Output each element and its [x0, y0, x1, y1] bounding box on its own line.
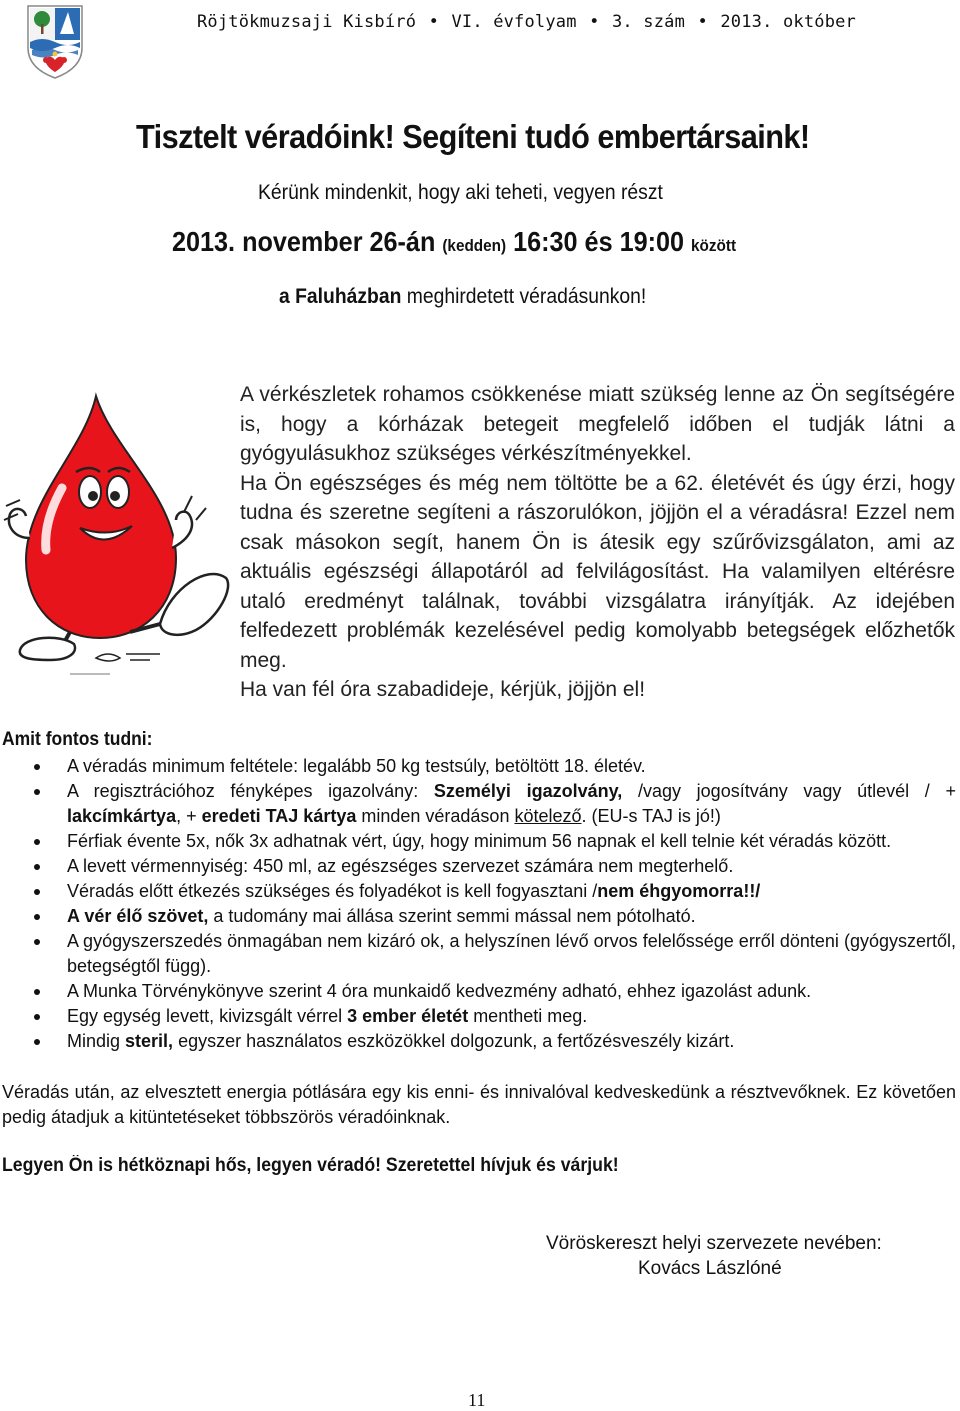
village-crest-logo	[24, 2, 86, 80]
signature-name: Kovács Lászlóné	[638, 1258, 782, 1279]
intro-text	[240, 380, 955, 705]
event-time: 16:30 és 19:00	[513, 226, 685, 257]
list-item: Egy egység levett, kivizsgált vérrel 3 ember életét mentheti meg.	[0, 1004, 956, 1029]
event-place-name: a Faluházban	[279, 285, 402, 308]
after-donation-text: Véradás után, az elvesztett energia pótlására egy kis enni- és innivalóval kedveskedünk a résztvevőknek. Ez követően pedig átadjuk a kitüntetéseket többszörös véradóinknak.	[2, 1082, 956, 1127]
separator-dot: •	[428, 12, 440, 32]
facts-list	[0, 754, 956, 1054]
signature-organization: Vöröskereszt helyi szervezete nevében:	[546, 1233, 882, 1254]
facts-heading: Amit fontos tudni:	[2, 729, 153, 750]
intro-paragraph: Ha Ön egészséges és még nem töltötte be a 62. életévét és úgy érzi, hogy tudna és szeretne segíteni a rászorulókon, jöjjön el a véradásra! Ezzel nem csak másokon segít, hanem Ön is átesik egy szűrővizsgálaton, ami az aktuális egészségi állapotáról ad felvilágosítást. Ha valamilyen eltérésre utaló eredményt találnak, további vizsgálatra irányítják. Az idejében felfedezett problémák kezelésével pedig komolyabb betegségek előzhetők meg.	[240, 471, 955, 672]
blood-drop-mascot-illustration	[0, 388, 236, 680]
publication-name: Röjtökmuzsaji Kisbíró	[197, 12, 417, 32]
list-item: A vér élő szövet, a tudomány mai állása szerint semmi mással nem pótolható.	[0, 904, 956, 929]
intro-paragraph: Ha van fél óra szabadideje, kérjük, jöjjön el!	[240, 678, 646, 701]
event-place-rest: meghirdetett véradásunkon!	[401, 285, 647, 308]
event-dateline	[172, 226, 736, 258]
list-item: A levett vérmennyiség: 450 ml, az egészséges szervezet számára nem megterhelő.	[0, 854, 956, 879]
invite-line: Kérünk mindenkit, hogy aki teheti, vegyen részt	[258, 181, 663, 204]
page-title: Tisztelt véradóink! Segíteni tudó embertársaink!	[136, 118, 810, 155]
running-header	[197, 12, 856, 32]
list-item: A véradás minimum feltétele: legalább 50 kg testsúly, betöltött 18. életév.	[0, 754, 956, 779]
event-between: között	[691, 236, 737, 255]
issue: 3. szám	[611, 12, 686, 32]
intro-paragraph: A vérkészletek rohamos csökkenése miatt szükség lenne az Ön segítségére is, hogy a kórházak betegeit megfelelő időben el tudják látni a gyógyulásukhoz szükséges vérkészítményekkel.	[240, 383, 955, 465]
page-number: 11	[468, 1390, 486, 1410]
event-date: 2013. november 26-án	[172, 226, 436, 257]
list-item: Mindig steril, egyszer használatos eszközökkel dolgozunk, a fertőzésveszély kizárt.	[0, 1029, 956, 1054]
event-weekday: (kedden)	[442, 236, 507, 255]
list-item: Férfiak évente 5x, nők 3x adhatnak vért, úgy, hogy minimum 56 napnak el kell telnie két véradás között.	[0, 829, 956, 854]
list-item: A Munka Törvénykönyve szerint 4 óra munkaidő kedvezmény adható, ehhez igazolást adunk.	[0, 979, 956, 1004]
issue-date: 2013. október	[720, 12, 856, 32]
list-item: A regisztrációhoz fényképes igazolvány: Személyi igazolvány, /vagy jogosítvány vagy útlevél / + lakcímkártya, + eredeti TAJ kártya minden véradáson kötelező. (EU-s TAJ is jó!)	[0, 779, 956, 829]
list-item: A gyógyszerszedés önmagában nem kizáró ok, a helyszínen lévő orvos felelőssége erről dönteni (gyógyszertől, betegségtől függ).	[0, 929, 956, 979]
separator-dot: •	[697, 12, 708, 32]
list-item: Véradás előtt étkezés szükséges és folyadékot is kell fogyasztani /nem éhgyomorra!!/	[0, 879, 956, 904]
event-place	[279, 285, 646, 309]
closing-line: Legyen Ön is hétköznapi hős, legyen véradó! Szeretettel hívjuk és várjuk!	[2, 1155, 619, 1176]
volume: VI. évfolyam	[451, 12, 577, 32]
separator-dot: •	[589, 12, 600, 32]
